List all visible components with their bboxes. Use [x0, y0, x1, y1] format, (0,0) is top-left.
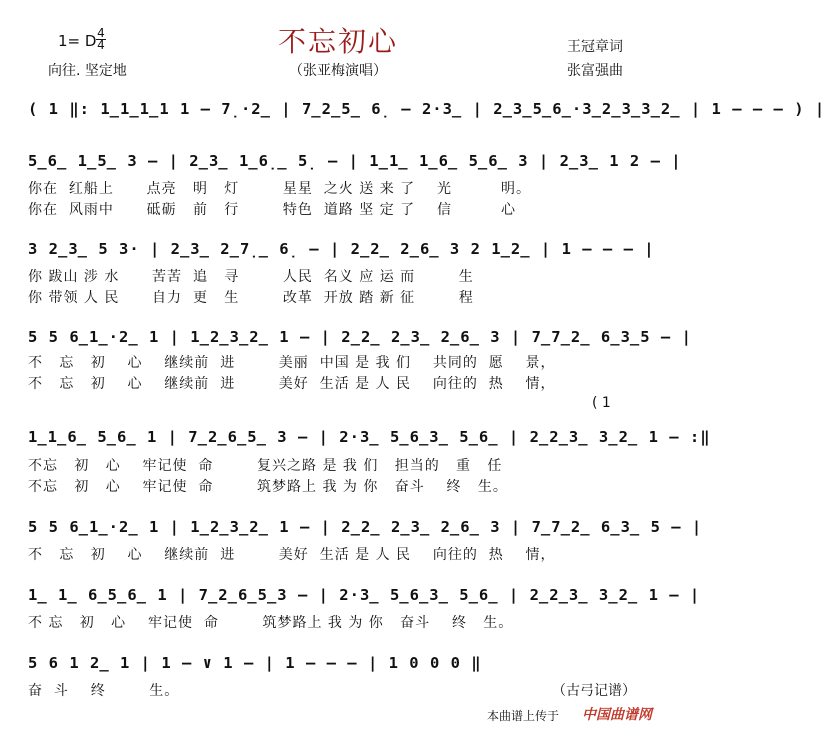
transcriber-note: （古弓记谱） — [552, 683, 636, 699]
notation-line-3: 3 2̲3̲ 5 3· | 2̲3̲ 2̲7̣̲ 6̣ – | 2̲2̲ 2̲6̲ 3 2 1̲2̲ | 1 – – – | — [28, 240, 655, 258]
lyric-line-6a: 不 忘 初 心 继续前 进 美好 生活 是 人 民 向往的 热 情， — [28, 547, 556, 563]
time-signature — [96, 28, 106, 51]
lyric-line-4a: 不 忘 初 心 继续前 进 美丽 中国 是 我 们 共同的 愿 景， — [28, 355, 556, 371]
singer-credit: （张亚梅演唱） — [289, 63, 387, 79]
time-numerator: 4 — [97, 26, 105, 40]
notation-line-5: 1̲1̲6̲ 5̲6̲ 1 | 7̲2̲6̲5̲ 3 – | 2·3̲ 5̲6̲3̲ 5̲6̲ | 2̲2̲3̲ 3̲2̲ 1 – :‖ — [28, 428, 711, 446]
volta-marker: ( 1 — [592, 395, 611, 411]
lyric-line-5a: 不忘 初 心 牢记使 命 复兴之路 是 我 们 担当的 重 任 — [28, 458, 503, 474]
time-denominator: 4 — [97, 38, 105, 52]
composer-credit: 张富强曲 — [567, 63, 623, 79]
notation-line-7: 1̲ 1̲ 6̲5̲6̲ 1 | 7̲2̲6̲5̲3 – | 2·3̲ 5̲6̲3̲ 5̲6̲ | 2̲2̲3̲ 3̲2̲ 1 – | — [28, 586, 701, 604]
lyric-line-7a: 不 忘 初 心 牢记使 命 筑梦路上 我 为 你 奋斗 终 生。 — [28, 615, 514, 631]
notation-line-2: 5̲6̲ 1̲5̲ 3 – | 2̲3̲ 1̲6̣̲ 5̣ – | 1̲1̲ 1̲6̲ 5̲6̲ 3 | 2̲3̲ 1 2 – | — [28, 152, 682, 170]
lyricist-credit: 王冠章词 — [567, 39, 623, 55]
lyric-line-2b: 你在 风雨中 砥砺 前 行 特色 道路 坚 定 了 信 心 — [28, 202, 517, 218]
notation-line-6: 5 5 6̲1̲·2̲ 1 | 1̲2̲3̲2̲ 1 – | 2̲2̲ 2̲3̲ 2̲6̲ 3 | 7̲7̲2̲ 6̲3̲ 5 – | — [28, 518, 703, 536]
lyric-line-2a: 你在 红船上 点亮 明 灯 星星 之火 送 来 了 光 明。 — [28, 181, 532, 197]
song-title: 不忘初心 — [277, 25, 398, 58]
notation-line-8: 5 6 1 2̲ 1 | 1 – ∨ 1 – | 1 – – – | 1 0 0 0 ‖ — [28, 654, 482, 672]
lyric-line-3a: 你 跋山 涉 水 苦苦 追 寻 人民 名义 应 运 而 生 — [28, 269, 474, 285]
lyric-line-8a: 奋 斗 终 生。 — [28, 683, 180, 699]
notation-line-4: 5 5 6̲1̲·2̲ 1 | 1̲2̲3̲2̲ 1 – | 2̲2̲ 2̲3̲ 2̲6̲ 3 | 7̲7̲2̲ 6̲3̲5 – | — [28, 328, 692, 346]
lyric-line-4b: 不 忘 初 心 继续前 进 美好 生活 是 人 民 向往的 热 情， — [28, 376, 556, 392]
key-signature: 1= D — [58, 32, 97, 50]
tempo-marking: 向往. 坚定地 — [48, 63, 127, 79]
upload-notice: 本曲谱上传于 — [487, 709, 560, 723]
lyric-line-3b: 你 带领 人 民 自力 更 生 改革 开放 踏 新 征 程 — [28, 290, 474, 306]
site-logo: 中国曲谱网 — [582, 707, 652, 723]
lyric-line-5b: 不忘 初 心 牢记使 命 筑梦路上 我 为 你 奋斗 终 生。 — [28, 479, 508, 495]
notation-line-1: ( 1 ‖: 1̲1̲1̲1 1 – 7̣·2̲ | 7̲2̲5̲ 6̣ – 2·3̲ | 2̲3̲5̲6̲·3̲2̲3̲3̲2̲ | 1 – – – ) | — [28, 100, 825, 118]
